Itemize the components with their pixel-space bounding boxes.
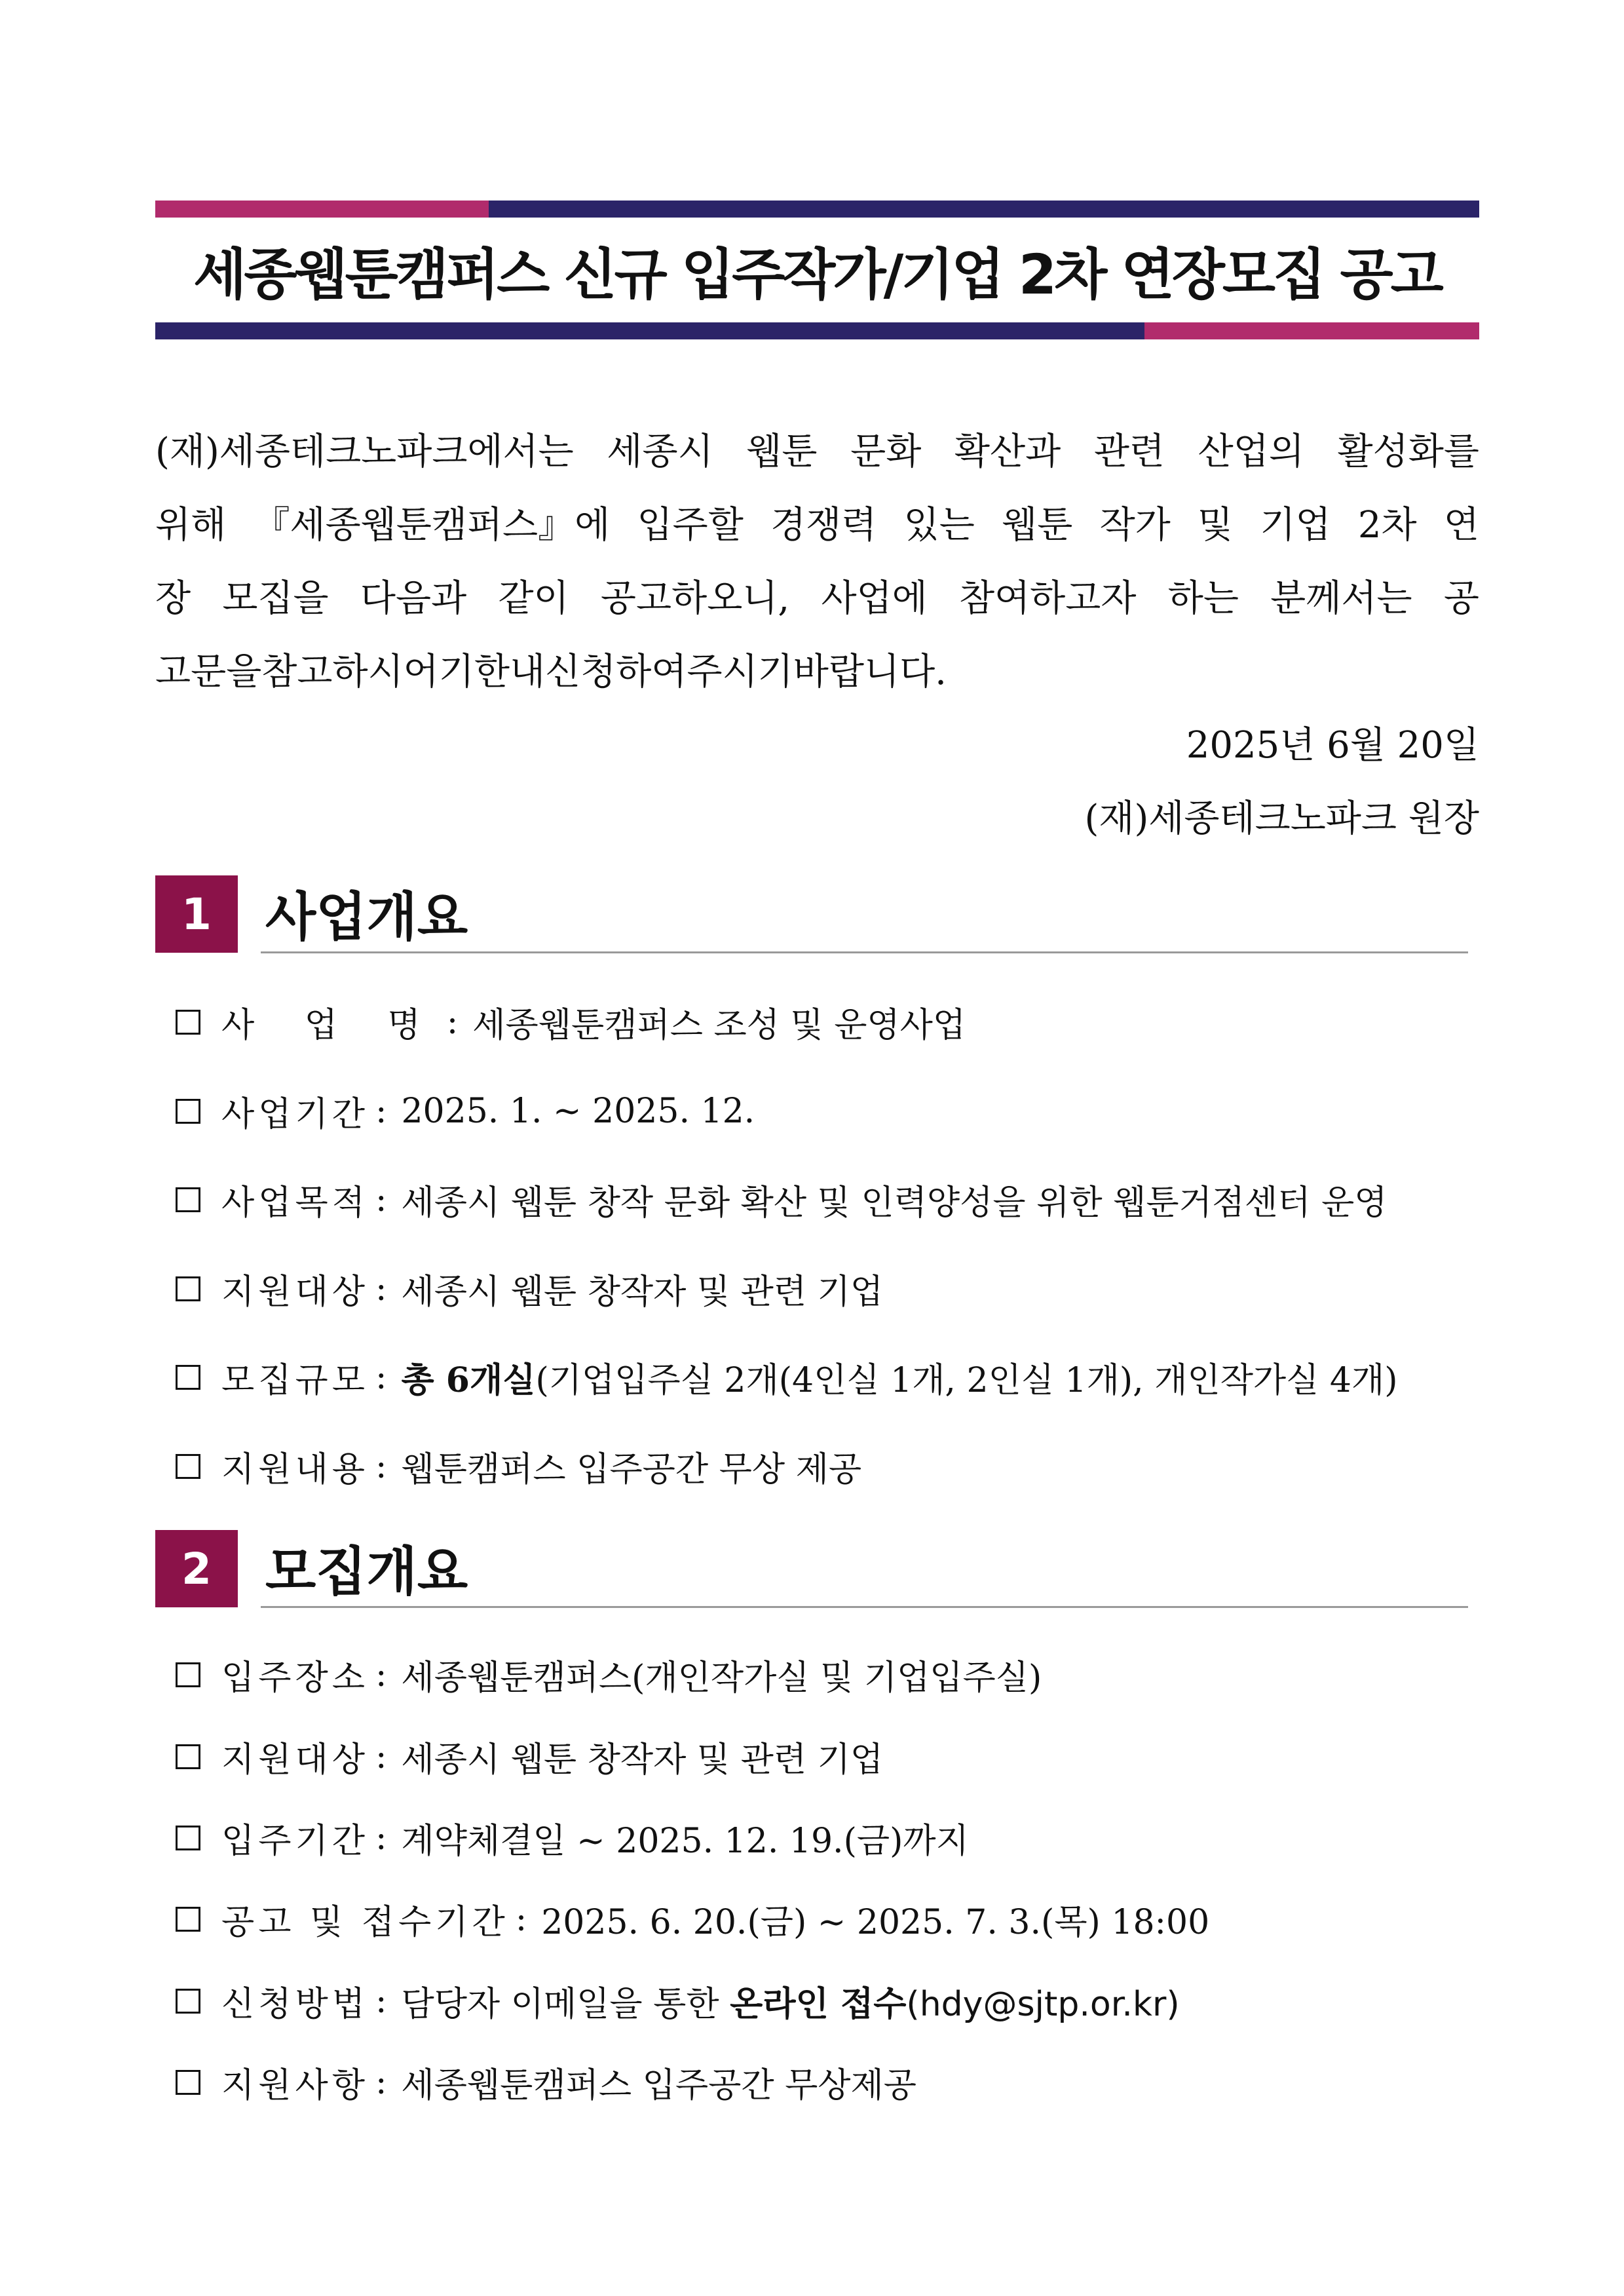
label-separator: : <box>375 1269 387 1309</box>
intro-word: 내 <box>509 651 546 693</box>
intro-word: 분께서는 <box>1270 577 1412 620</box>
intro-word: 모집을 <box>222 577 329 620</box>
checkbox-square-icon <box>176 1454 200 1479</box>
section-title: 사업개요 <box>265 887 468 947</box>
intro-word: 문화 <box>850 430 922 473</box>
list-item <box>176 1086 755 1136</box>
intro-word: 참고하시어 <box>261 651 439 693</box>
list-item <box>176 1894 1209 1943</box>
intro-word: 활성화를 <box>1337 430 1479 473</box>
intro-line <box>155 569 1479 622</box>
intro-line <box>155 496 1479 548</box>
notice-date: 2025년 6월 20일 <box>1186 724 1479 767</box>
item-label: 모집규모 <box>221 1361 369 1400</box>
checkbox-square-icon <box>176 1099 200 1124</box>
intro-line <box>155 643 1479 695</box>
list-item <box>176 1813 969 1862</box>
intro-word: 장 <box>155 577 191 620</box>
item-value: 세종웹툰캠퍼스 조성 및 운영사업 <box>472 1006 966 1045</box>
label-separator: : <box>446 1002 459 1042</box>
intro-word: 세종시 <box>607 430 713 473</box>
item-value: 총 6개실(기업입주실 2개(4인실 1개, 2인실 1개), 개인작가실 4개) <box>401 1360 1398 1400</box>
label-separator: : <box>375 1655 387 1694</box>
item-label: 지원대상 <box>221 1272 369 1312</box>
checkbox-square-icon <box>176 1826 200 1850</box>
issuer: (재)세종테크노파크 원장 <box>1084 797 1479 840</box>
checkbox-square-icon <box>176 1744 200 1769</box>
section-title: 모집개요 <box>265 1541 468 1602</box>
list-item <box>176 1976 1180 2025</box>
item-value: 계약체결일 ~ 2025. 12. 19.(금)까지 <box>401 1822 969 1861</box>
label-separator: : <box>375 1446 387 1486</box>
checkbox-square-icon <box>176 1010 200 1035</box>
checkbox-square-icon <box>176 1662 200 1687</box>
list-item <box>176 2057 916 2107</box>
intro-word: 웹툰 <box>746 430 818 473</box>
checkbox-square-icon <box>176 1187 200 1212</box>
checkbox-square-icon <box>176 2070 200 2095</box>
item-label: 사 업 명 <box>221 1006 440 1045</box>
intro-word: 작가 <box>1099 504 1171 546</box>
item-value: 2025. 6. 20.(금) ~ 2025. 7. 3.(목) 18:00 <box>541 1903 1210 1942</box>
section-number-box: 1 <box>155 875 238 953</box>
item-value-emphasis: 온라인 접수 <box>730 1985 907 2024</box>
section-divider <box>261 951 1468 953</box>
label-separator: : <box>375 1981 387 2021</box>
intro-word: 위해 <box>155 504 227 546</box>
list-item <box>176 1352 1398 1402</box>
title-top-bar <box>155 201 1479 218</box>
checkbox-square-icon <box>176 1907 200 1932</box>
item-value-emphasis: 총 6개실 <box>401 1360 536 1400</box>
intro-word: 바랍니다. <box>793 651 947 693</box>
checkbox-square-icon <box>176 1989 200 2014</box>
intro-word: 2차 <box>1357 504 1417 546</box>
section-divider <box>261 1606 1468 1608</box>
item-label: 지원내용 <box>221 1450 369 1489</box>
intro-word: 하는 <box>1167 577 1239 620</box>
intro-word: 『세종웹툰캠퍼스』에 <box>253 504 611 546</box>
checkbox-square-icon <box>176 1365 200 1390</box>
intro-word: 기업 <box>1260 504 1331 546</box>
label-separator: : <box>375 1736 387 1776</box>
intro-word: 웹툰 <box>1002 504 1073 546</box>
intro-word: 관련 <box>1093 430 1165 473</box>
page-title: 세종웹툰캠퍼스 신규 입주작가/기업 2차 연장모집 공고 <box>193 242 1441 307</box>
intro-word: 산업의 <box>1198 430 1304 473</box>
intro-word: 주시기 <box>687 651 793 693</box>
list-item <box>176 1732 883 1781</box>
item-value: 세종웹툰캠퍼스 입주공간 무상제공 <box>401 2066 917 2105</box>
label-separator: : <box>375 1818 387 1858</box>
intro-word: 공고하오니, <box>600 577 790 620</box>
item-label: 입주기간 <box>221 1822 369 1861</box>
item-label: 지원사항 <box>221 2066 369 2105</box>
item-value: 세종시 웹툰 창작자 및 관련 기업 <box>401 1272 884 1312</box>
item-value-email: (hdy@sjtp.or.kr) <box>906 1985 1180 2024</box>
item-value: 세종시 웹툰 창작자 및 관련 기업 <box>401 1740 884 1780</box>
intro-word: 있는 <box>903 504 975 546</box>
item-value: 세종시 웹툰 창작 문화 확산 및 인력양성을 위한 웹툰거점센터 운영 <box>401 1183 1388 1223</box>
label-separator: : <box>375 1179 387 1219</box>
intro-word: 참여하고자 <box>958 577 1137 620</box>
list-item <box>176 1442 861 1491</box>
intro-word: 연 <box>1443 504 1479 546</box>
item-label: 사업기간 <box>221 1095 369 1134</box>
intro-word: 다음과 <box>360 577 467 620</box>
list-item <box>176 1175 1388 1224</box>
item-value: 세종웹툰캠퍼스(개인작가실 및 기업입주실) <box>401 1658 1042 1698</box>
item-label: 입주장소 <box>221 1658 369 1698</box>
item-label: 사업목적 <box>221 1183 369 1223</box>
label-separator: : <box>375 1091 387 1131</box>
intro-word: 사업에 <box>821 577 928 620</box>
label-separator: : <box>515 1899 527 1939</box>
list-item <box>176 997 966 1046</box>
item-value: 웹툰캠퍼스 입주공간 무상 제공 <box>401 1450 862 1489</box>
list-item <box>176 1264 883 1313</box>
title-bottom-bar <box>155 322 1479 339</box>
intro-word: 고문을 <box>155 651 262 693</box>
item-value: 담당자 이메일을 통한 온라인 접수(hdy@sjtp.or.kr) <box>401 1985 1180 2024</box>
intro-word: 신청하여 <box>545 651 687 693</box>
label-separator: : <box>375 1357 387 1397</box>
intro-word: (재)세종테크노파크에서는 <box>155 430 574 473</box>
intro-word: 경쟁력 <box>770 504 877 546</box>
section-number-box: 2 <box>155 1530 238 1607</box>
intro-word: 입주할 <box>637 504 744 546</box>
intro-word: 기한 <box>438 651 510 693</box>
item-label: 공고 및 접수기간 <box>221 1903 509 1942</box>
item-value: 2025. 1. ~ 2025. 12. <box>401 1091 755 1131</box>
intro-word: 같이 <box>498 577 569 620</box>
list-item <box>176 1650 1042 1699</box>
label-separator: : <box>375 2062 387 2102</box>
intro-word: 공 <box>1443 577 1479 620</box>
intro-line <box>155 423 1479 475</box>
intro-word: 확산과 <box>954 430 1061 473</box>
intro-word: 및 <box>1198 504 1234 546</box>
checkbox-square-icon <box>176 1276 200 1301</box>
item-label: 신청방법 <box>221 1985 369 2024</box>
item-label: 지원대상 <box>221 1740 369 1780</box>
